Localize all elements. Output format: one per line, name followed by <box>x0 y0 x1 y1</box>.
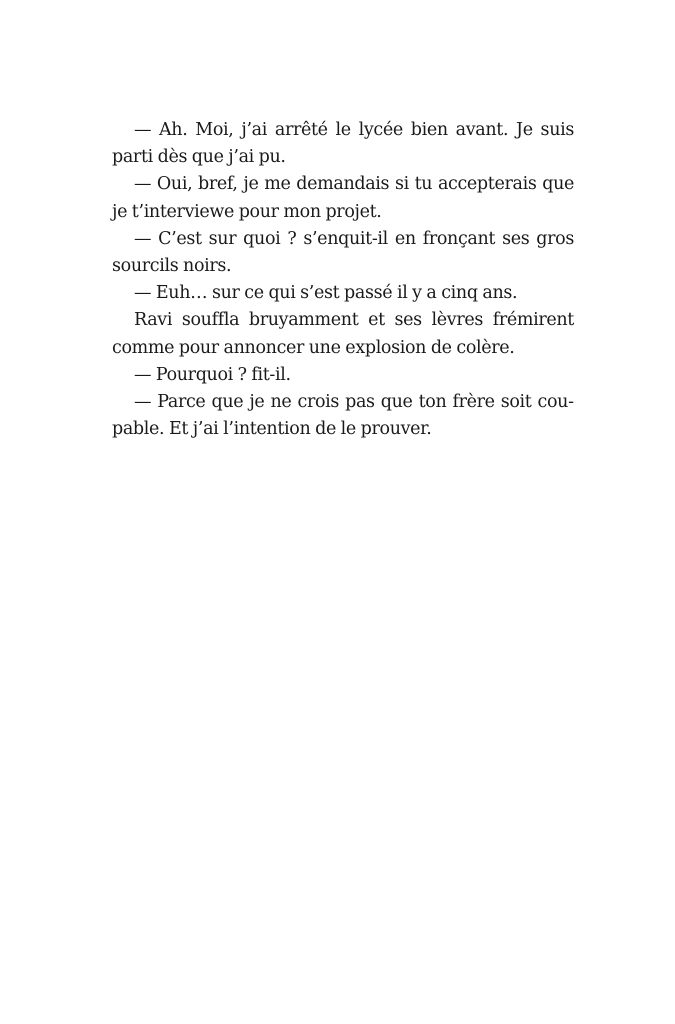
dialogue-paragraph-4: — Euh… sur ce qui s’est passé il y a cinq ans. <box>134 283 518 304</box>
dialogue-paragraph-3: — C’est sur quoi ? s’enquit-il en fronçant ses gros sourcils noirs. <box>112 228 574 277</box>
dialogue-paragraph-2: — Oui, bref, je me demandais si tu accepterais que je t’interviewe pour mon projet. <box>112 174 574 222</box>
body-text <box>112 117 574 443</box>
dialogue-paragraph-5: — Pourquoi ? fit-il. <box>134 364 291 385</box>
dialogue-paragraph-6: — Parce que je ne crois pas que ton frère soit coupable. Et j’ai l’intention de le prouver. <box>112 392 574 440</box>
narration-paragraph: Ravi souffla bruyamment et ses lèvres frémirent comme pour annoncer une explosion de colère. <box>112 310 574 358</box>
dialogue-paragraph-1: — Ah. Moi, j’ai arrêté le lycée bien avant. Je suis parti dès que j’ai pu. <box>112 120 574 168</box>
